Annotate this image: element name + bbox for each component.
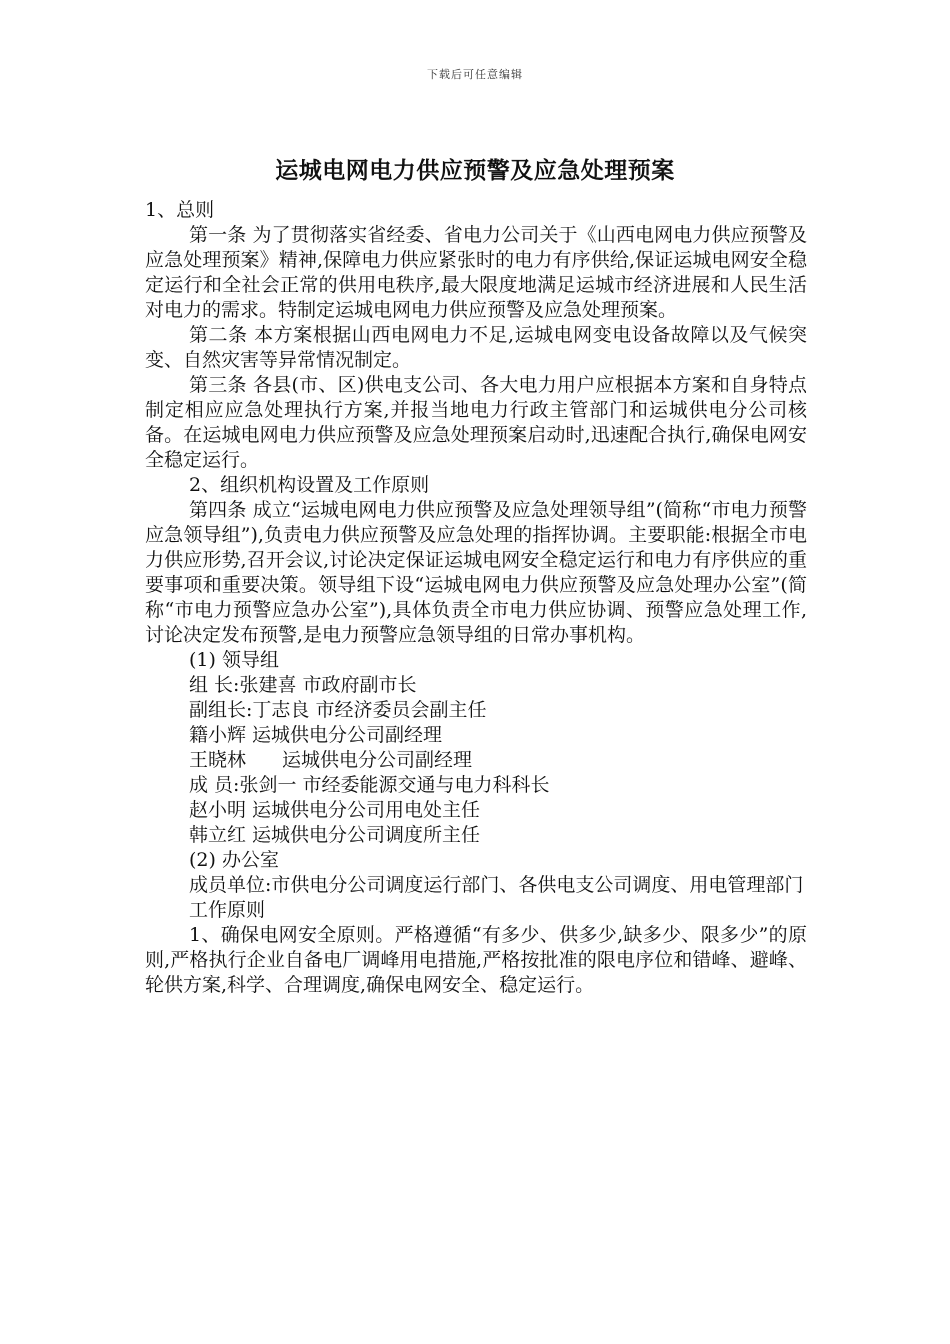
- document-body: [145, 198, 807, 998]
- office-members: 成员单位:市供电分公司调度运行部门、各供电支公司调度、用电管理部门: [189, 874, 804, 896]
- deputy-leader-line: 副组长:丁志良 市经济委员会副主任: [189, 699, 487, 721]
- member-han-line: 韩立红 运城供电分公司调度所主任: [189, 824, 481, 846]
- document-title: 运城电网电力供应预警及应急处理预案: [275, 157, 675, 184]
- member-ji-line: 籍小辉 运城供电分公司副经理: [189, 724, 443, 746]
- header-note: 下载后可任意编辑: [427, 68, 523, 81]
- members-line: 成 员:张剑一 市经委能源交通与电力科科长: [189, 774, 550, 796]
- principles-heading: 工作原则: [189, 899, 266, 921]
- principle-1: 1、确保电网安全原则。严格遵循“有多少、供多少,缺多少、限多少”的原则,严格执行企业自备电厂调峰用电措施,严格按批准的限电序位和错峰、避峰、轮供方案,科学、合理调度,确保电网安全、稳定运行。: [145, 924, 807, 996]
- office-heading: (2) 办公室: [189, 849, 279, 871]
- section-2-heading: 2、组织机构设置及工作原则: [189, 474, 430, 496]
- article-3: 第三条 各县(市、区)供电支公司、各大电力用户应根据本方案和自身特点制定相应应急处理执行方案,并报当地电力行政主管部门和运城供电分公司核备。在运城电网电力供应预警及应急处理预案启动时,迅速配合执行,确保电网安全稳定运行。: [145, 374, 807, 471]
- member-wang-role: 运城供电分公司副经理: [282, 749, 473, 771]
- section-1-heading: 1、总则: [145, 199, 215, 221]
- leadership-heading: (1) 领导组: [189, 649, 279, 671]
- article-2: 第二条 本方案根据山西电网电力不足,运城电网变电设备故障以及气候突变、自然灾害等异常情况制定。: [145, 324, 807, 371]
- member-wang-line: [145, 748, 807, 773]
- article-4: 第四条 成立“运城电网电力供应预警及应急处理领导组”(简称“市电力预警应急领导组”),负责电力供应预警及应急处理的指挥协调。主要职能:根据全市电力供应形势,召开会议,讨论决定保证运城电网安全稳定运行和电力有序供应的重要事项和重要决策。领导组下设“运城电网电力供应预警及应急处理办公室”(简称“市电力预警应急办公室”),具体负责全市电力供应协调、预警应急处理工作,讨论决定发布预警,是电力预警应急领导组的日常办事机构。: [145, 499, 807, 646]
- article-1: 第一条 为了贯彻落实省经委、省电力公司关于《山西电网电力供应预警及应急处理预案》精神,保障电力供应紧张时的电力有序供给,保证运城电网安全稳定运行和全社会正常的供用电秩序,最大限度地满足运城市经济进展和人民生活对电力的需求。特制定运城电网电力供应预警及应急处理预案。: [145, 224, 807, 321]
- member-wang-name: 王晓林: [189, 749, 247, 771]
- member-zhao-line: 赵小明 运城供电分公司用电处主任: [189, 799, 481, 821]
- leader-line: 组 长:张建喜 市政府副市长: [189, 674, 417, 696]
